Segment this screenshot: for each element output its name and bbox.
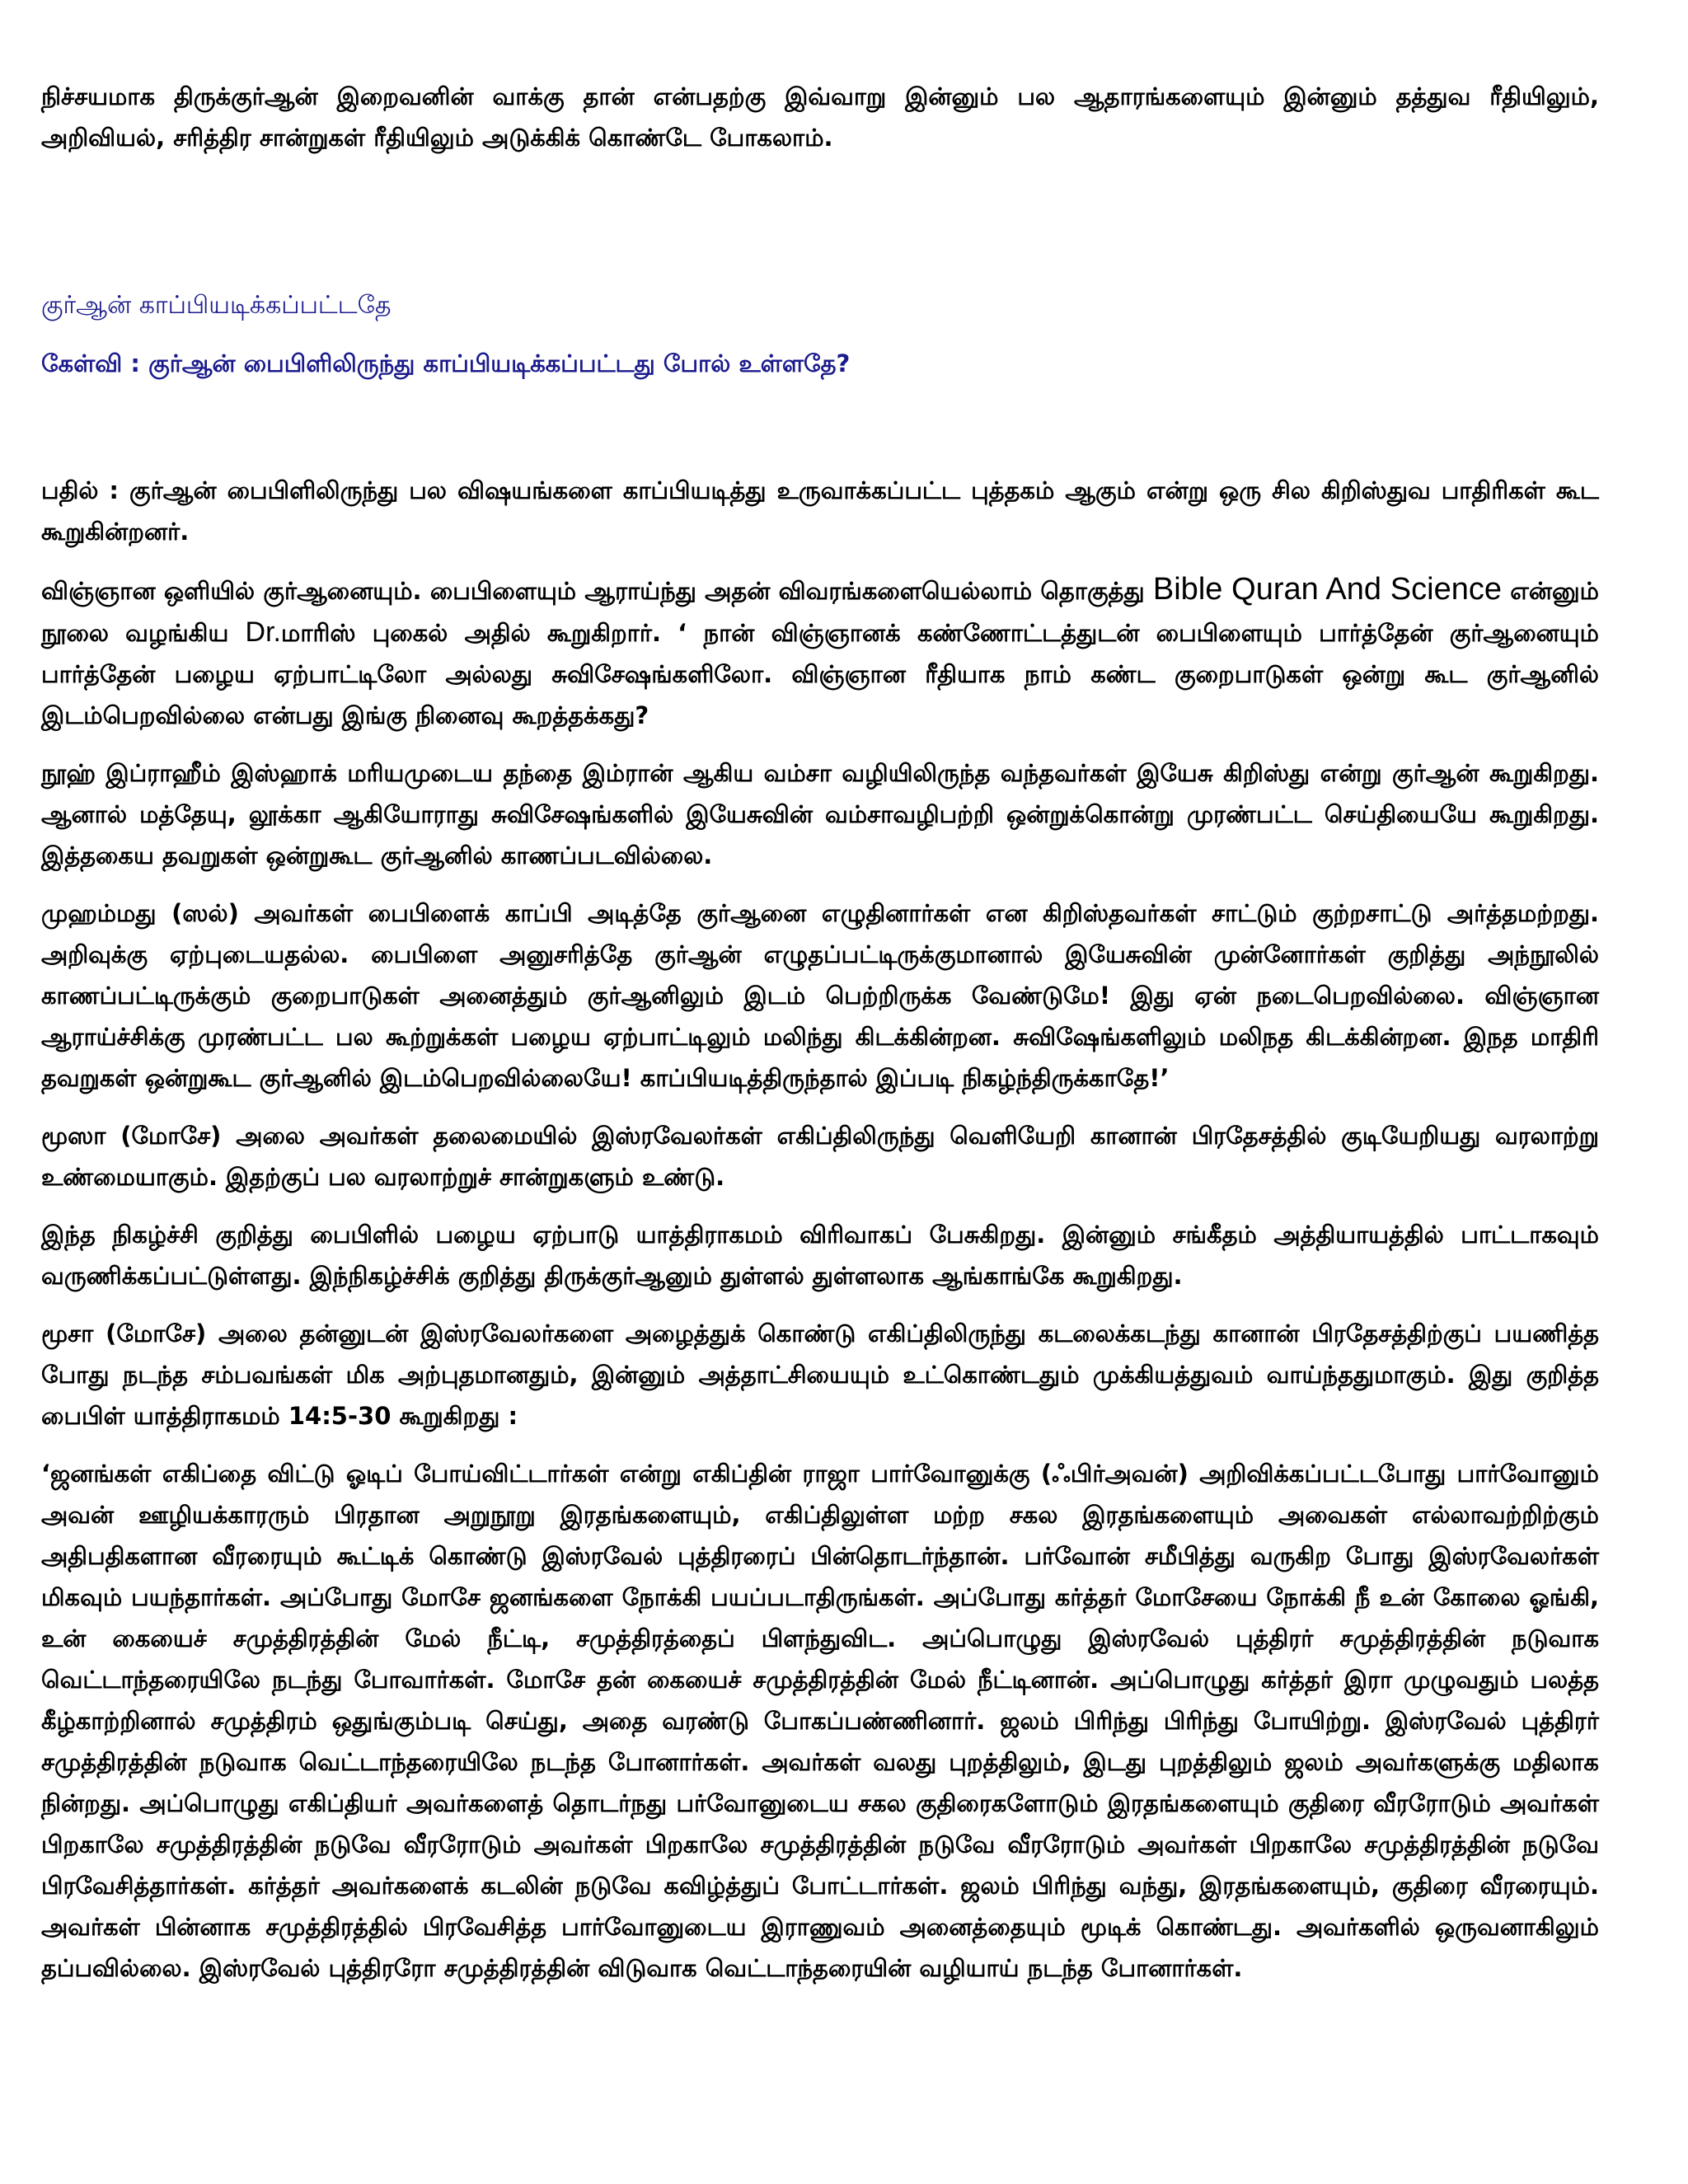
- science-text-3: மாரிஸ் புகைல் அதில் கூறுகிறார். ‘ நான் விஞ்ஞானக் கண்ணோட்டத்துடன் பைபிளையும் பார்த்தேன் குர்ஆனையும் பார்த்தேன் பழைய ஏற்பாட்டிலோ அல்லது சுவிசேஷங்களிலோ. விஞ்ஞான ரீதியாக நாம் கண்ட குறைபாடுகள் ஒன்று கூட குர்ஆனில் இடம்பெறவில்லை என்பது இங்கு நினைவு கூறத்தக்கது?: [41, 619, 1599, 729]
- book-title: Bible Quran And Science: [1152, 572, 1502, 607]
- moses-paragraph: மூஸா (மோசே) அலை அவர்கள் தலைமையில் இஸ்ரவேலர்கள் எகிப்திலிருந்து வெளியேறி கானான் பிரதேசத்தில் குடியேறியது வரலாற்று உண்மையாகும். இதற்குப் பல வரலாற்றுச் சான்றுகளும் உண்டு.: [41, 1122, 1599, 1191]
- answer-paragraph: பதில் : குர்ஆன் பைபிளிலிருந்து பல விஷயங்களை காப்பியடித்து உருவாக்கப்பட்ட புத்தகம் ஆகும் என்று ஒரு சில கிறிஸ்துவ பாதிரிகள் கூட கூறுகின்றனர்.: [41, 476, 1599, 546]
- science-text-1: விஞ்ஞான ஒளியில் குர்ஆனையும். பைபிளையும் ஆராய்ந்து அதன் விவரங்களையெல்லாம் தொகுத்து: [41, 577, 1153, 605]
- exodus-paragraph: இந்த நிகழ்ச்சி குறித்து பைபிளில் பழைய ஏற்பாடு யாத்திராகமம் விரிவாகப் பேசுகிறது. இன்னும் சங்கீதம் அத்தியாயத்தில் பாட்டாகவும் வருணிக்கப்பட்டுள்ளது. இந்நிகழ்ச்சிக் குறித்து திருக்குர்ஆனும் துள்ளல் துள்ளலாக ஆங்காங்கே கூறுகிறது.: [41, 1221, 1599, 1290]
- document-page: [41, 76, 1599, 1989]
- lineage-paragraph: நூஹ் இப்ராஹீம் இஸ்ஹாக் மரியமுடைய தந்தை இம்ரான் ஆகிய வம்சா வழியிலிருந்த வந்தவர்கள் இயேசு கிறிஸ்து என்று குர்ஆன் கூறுகிறது. ஆனால் மத்தேயு, லூக்கா ஆகியோராது சுவிசேஷங்களில் இயேசுவின் வம்சாவழிபற்றி ஒன்றுக்கொன்று முரண்பட்ட செய்தியையே கூறுகிறது. இத்தகைய தவறுகள் ஒன்றுகூட குர்ஆனில் காணப்படவில்லை.: [41, 759, 1599, 869]
- sea-paragraph: மூசா (மோசே) அலை தன்னுடன் இஸ்ரவேலர்களை அழைத்துக் கொண்டு எகிப்திலிருந்து கடலைக்கடந்து கானான் பிரதேசத்திற்குப் பயணித்த போது நடந்த சம்பவங்கள் மிக அற்புதமானதும், இன்னும் அத்தாட்சியையும் உட்கொண்டதும் முக்கியத்துவம் வாய்ந்ததுமாகும். இது குறித்த பைபிள் யாத்திராகமம் 14:5-30 கூறுகிறது :: [41, 1319, 1599, 1430]
- quote-paragraph: ‘ஜனங்கள் எகிப்தை விட்டு ஓடிப் போய்விட்டார்கள் என்று எகிப்தின் ராஜா பார்வோனுக்கு (ஃபிர்அவன்) அறிவிக்கப்பட்டபோது பார்வோனும் அவன் ஊழியக்காரரும் பிரதான அறுநூறு இரதங்களையும், எகிப்திலுள்ள மற்ற சகல இரதங்களையும் அவைகள் எல்லாவற்றிற்கும் அதிபதிகளான வீரரையும் கூட்டிக் கொண்டு இஸ்ரவேல் புத்திரரைப் பின்தொடர்ந்தான். பர்வோன் சமீபித்து வருகிற போது இஸ்ரவேலர்கள் மிகவும் பயந்தார்கள். அப்போது மோசே ஜனங்களை நோக்கி பயப்படாதிருங்கள். அப்போது கர்த்தர் மோசேயை நோக்கி நீ உன் கோலை ஓங்கி, உன் கையைச் சமுத்திரத்தின் மேல் நீட்டி, சமுத்திரத்தைப் பிளந்துவிட. அப்பொழுது இஸ்ரவேல் புத்திரர் சமுத்திரத்தின் நடுவாக வெட்டாந்தரையிலே நடந்து போவார்கள். மோசே தன் கையைச் சமுத்திரத்தின் மேல் நீட்டினான். அப்பொழுது கர்த்தர் இரா முழுவதும் பலத்த கீழ்காற்றினால் சமுத்திரம் ஒதுங்கும்படி செய்து, அதை வரண்டு போகப்பண்ணினார். ஜலம் பிரிந்து பிரிந்து போயிற்று. இஸ்ரவேல் புத்திரர் சமுத்திரத்தின் நடுவாக வெட்டாந்தரையிலே நடந்த போனார்கள். அவர்கள் வலது புறத்திலும், இடது புறத்திலும் ஜலம் அவர்களுக்கு மதிலாக நின்றது. அப்பொழுது எகிப்தியர் அவர்களைத் தொடர்நது பர்வோனுடைய சகல குதிரைகளோடும் இரதங்களையும் குதிரை வீரரோடும் அவர்கள் பிறகாலே சமுத்திரத்தின் நடுவே வீரரோடும் அவர்கள் பிறகாலே சமுத்திரத்தின் நடுவே வீரரோடும் அவர்கள் பிறகாலே சமுத்திரத்தின் நடுவே பிரவேசித்தார்கள். கர்த்தர் அவர்களைக் கடலின் நடுவே கவிழ்த்துப் போட்டார்கள். ஜலம் பிரிந்து வந்து, இரதங்களையும், குதிரை வீரரையும். அவர்கள் பின்னாக சமுத்திரத்தில் பிரவேசித்த பார்வோனுடைய இராணுவம் அனைத்தையும் மூடிக் கொண்டது. அவர்களில் ஒருவனாகிலும் தப்பவில்லை. இஸ்ரவேல் புத்திரரோ சமுத்திரத்தின் விடுவாக வெட்டாந்தரையின் வழியாய் நடந்த போனார்கள்.: [41, 1460, 1599, 1982]
- intro-paragraph: நிச்சயமாக திருக்குர்ஆன் இறைவனின் வாக்கு தான் என்பதற்கு இவ்வாறு இன்னும் பல ஆதாரங்களையும் இன்னும் தத்துவ ரீதியிலும், அறிவியல், சரித்திர சான்றுகள் ரீதியிலும் அடுக்கிக் கொண்டே போகலாம்.: [41, 82, 1599, 152]
- section-heading: குர்ஆன் காப்பியடிக்கப்பட்டதே: [41, 291, 392, 320]
- science-text-2: என்னும் நூலை வழங்கிய: [41, 577, 1600, 647]
- dr-title: Dr.: [245, 616, 281, 648]
- muhammad-paragraph: முஹம்மது (ஸல்) அவர்கள் பைபிளைக் காப்பி அடித்தே குர்ஆனை எழுதினார்கள் என கிறிஸ்தவர்கள் சாட்டும் குற்றசாட்டு அர்த்தமற்றது. அறிவுக்கு ஏற்புடையதல்ல. பைபிளை அனுசரித்தே குர்ஆன் எழுதப்பட்டிருக்குமானால் இயேசுவின் முன்னோர்கள் குறித்து அந்நூலில் காணப்பட்டிருக்கும் குறைபாடுகள் அனைத்தும் குர்ஆனிலும் இடம் பெற்றிருக்க வேண்டுமே! இது ஏன் நடைபெறவில்லை. விஞ்ஞான ஆராய்ச்சிக்கு முரண்பட்ட பல கூற்றுக்கள் பழைய ஏற்பாட்டிலும் மலிந்து கிடக்கின்றன. சுவிஷேங்களிலும் மலிநத கிடக்கின்றன. இநத மாதிரி தவறுகள் ஒன்றுகூட குர்ஆனில் இடம்பெறவில்லையே! காப்பியடித்திருந்தால் இப்படி நிகழ்ந்திருக்காதே!’: [41, 899, 1599, 1092]
- science-paragraph: [41, 569, 1599, 736]
- question-line: கேள்வி : குர்ஆன் பைபிளிலிருந்து காப்பியடிக்கப்பட்டது போல் உள்ளதே?: [41, 349, 851, 377]
